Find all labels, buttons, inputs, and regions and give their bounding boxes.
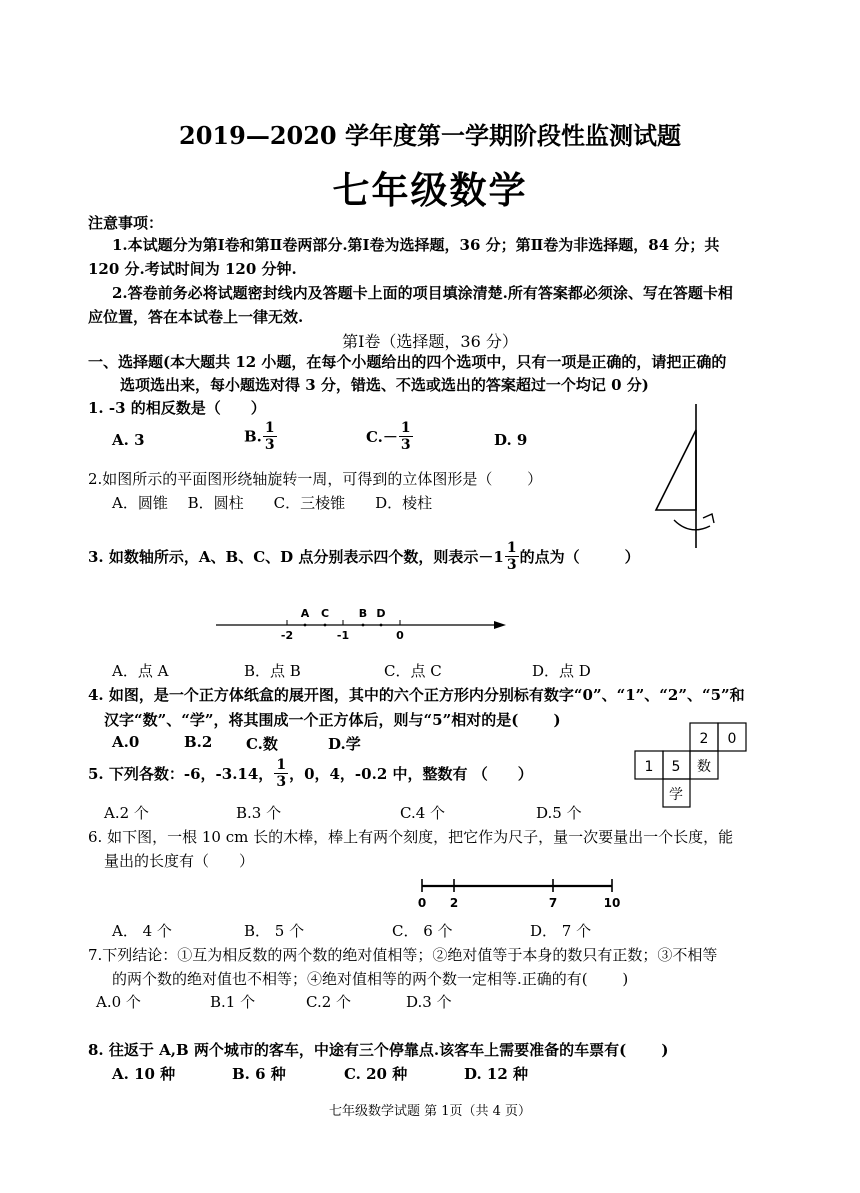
q2-rotation-arrow <box>674 520 710 530</box>
q3-frac-numerator: 1 <box>506 540 517 556</box>
q3-label-a: A <box>300 607 310 620</box>
q1-c-numerator: 1 <box>400 420 411 436</box>
q6-option-c: C． 6 个 <box>392 922 453 940</box>
notice-item2-line2: 应位置，答在本试卷上一律无效. <box>88 308 304 326</box>
q3-point-b <box>362 624 365 627</box>
q5-option-a: A.2 个 <box>104 804 149 822</box>
q5-frac-numerator: 1 <box>276 757 287 773</box>
q3-option-d: D．点 D <box>532 662 591 680</box>
q3-label-d: D <box>376 607 386 620</box>
exam-title: 2019—2020 学年度第一学期阶段性监测试题 <box>179 121 681 150</box>
section1-title: 第Ⅰ卷（选择题，36 分） <box>342 332 518 351</box>
q4-net-cell-2: 2 <box>699 731 709 747</box>
q1-c-denominator: 3 <box>400 437 411 453</box>
q5-option-b: B.3 个 <box>236 804 282 822</box>
notice-item2-line1: 2.答卷前务必将试题密封线内及答题卡上面的项目填涂清楚.所有答案都必须涂、写在答题卡相 <box>112 284 733 302</box>
q5-stem-pre: 5. 下列各数：-6，-3.14， <box>88 765 274 783</box>
q4-line2: 汉字“数”、“学”，将其围成一个正方体后，则与“5”相对的是( ) <box>104 711 561 729</box>
q1-b-denominator: 3 <box>264 437 275 453</box>
q7-line1: 7.下列结论：①互为相反数的两个数的绝对值相等；②绝对值等于本身的数只有正数；③不相等 <box>88 946 718 964</box>
q4-option-b: B.2 <box>184 733 213 751</box>
q3-label-c: C <box>320 607 330 620</box>
q1-option-c-label: C.－ <box>366 428 398 446</box>
q5-stem <box>88 757 533 790</box>
q3-number-line <box>210 600 510 642</box>
q5-option-d: D.5 个 <box>536 804 582 822</box>
notice-item1-line1: 1.本试题分为第Ⅰ卷和第Ⅱ卷两部分.第Ⅰ卷为选择题，36 分；第Ⅱ卷为非选择题，84 分；共 <box>112 236 720 254</box>
q4-option-a: A.0 <box>112 733 140 751</box>
q2-options: A．圆锥 B．圆柱 C．三棱锥 D．棱柱 <box>112 494 433 512</box>
notice-item1-line2: 120 分.考试时间为 120 分钟. <box>88 260 297 278</box>
q1-option-c-fraction <box>399 420 413 453</box>
q1-option-b <box>244 420 278 453</box>
q2-arrow-head <box>703 514 714 523</box>
q6-option-b: B． 5 个 <box>244 922 305 940</box>
q3-point-d <box>380 624 383 627</box>
q6-tick-label-0: 0 <box>417 896 427 910</box>
q1-option-b-fraction <box>263 420 277 453</box>
q6-line2: 量出的长度有（ ） <box>104 852 255 870</box>
q1-stem: 1. -3 的相反数是（ ） <box>88 399 266 417</box>
subject-title: 七年级数学 <box>332 169 528 212</box>
notice-heading: 注意事项： <box>88 214 164 232</box>
q4-option-c: C.数 <box>246 735 278 753</box>
q6-option-d: D． 7 个 <box>530 922 592 940</box>
q7-option-c: C.2 个 <box>306 993 352 1011</box>
page-footer: 七年级数学试题 第 1页（共 4 页） <box>328 1104 532 1119</box>
q1-b-numerator: 1 <box>264 420 275 436</box>
q2-triangle <box>656 430 696 510</box>
q7-line2: 的两个数的绝对值也不相等；④绝对值相等的两个数一定相等.正确的有( ) <box>112 970 629 988</box>
section1-intro-line1: 一、选择题(本大题共 12 小题，在每个小题给出的四个选项中，只有一项是正确的，请把正确的 <box>88 353 727 371</box>
q6-ruler <box>414 872 626 912</box>
q4-net-cell-shu: 数 <box>697 759 711 775</box>
q3-point-a <box>304 624 307 627</box>
q3-tick-label-minus1: -1 <box>336 629 350 642</box>
q2-figure <box>640 402 730 552</box>
q3-option-a: A．点 A <box>112 662 169 680</box>
q3-label-b: B <box>358 607 368 620</box>
q1-option-c <box>366 420 414 453</box>
q3-fraction <box>505 540 519 573</box>
q6-tick-label-2: 2 <box>449 896 459 910</box>
q1-option-b-label: B. <box>244 427 262 446</box>
q3-option-c: C．点 C <box>384 662 442 680</box>
q4-option-d: D.学 <box>328 735 361 753</box>
q8-option-d: D. 12 种 <box>464 1065 529 1083</box>
q6-line1: 6. 如下图，一根 10 cm 长的木棒，棒上有两个刻度，把它作为尺子，量一次要量出一个长度，能 <box>88 828 734 846</box>
section1-intro-line2: 选项选出来，每小题选对得 3 分，错选、不选或选出的答案超过一个均记 0 分) <box>120 376 649 394</box>
q3-stem-post: 的点为（ ） <box>519 548 640 566</box>
q8-stem: 8. 往返于 A,B 两个城市的客车，中途有三个停靠点.该客车上需要准备的车票有( ) <box>88 1041 669 1059</box>
q3-stem-pre: 3. 如数轴所示，A、B、C、D 点分别表示四个数，则表示－1 <box>88 548 504 566</box>
q4-net-cell-5: 5 <box>671 759 681 775</box>
q4-net-cell-xue: 学 <box>669 787 683 803</box>
q5-option-c: C.4 个 <box>400 804 446 822</box>
q2-stem: 2.如图所示的平面图形绕轴旋转一周，可得到的立体图形是（ ） <box>88 470 543 488</box>
q8-option-c: C. 20 种 <box>344 1065 408 1083</box>
q6-tick-label-10: 10 <box>603 896 621 910</box>
q7-option-a: A.0 个 <box>96 993 141 1011</box>
q3-point-c <box>324 624 327 627</box>
q5-frac-denominator: 3 <box>276 774 287 790</box>
q4-line1: 4. 如图，是一个正方体纸盒的展开图，其中的六个正方形内分别标有数字“0”、“1”、“2”、“5”和 <box>88 686 745 704</box>
q3-option-b: B．点 B <box>244 662 301 680</box>
q1-option-d: D. 9 <box>494 431 528 449</box>
q8-option-b: B. 6 种 <box>232 1065 286 1083</box>
q3-tick-label-minus2: -2 <box>280 629 294 642</box>
q4-net-cell-1: 1 <box>644 759 654 775</box>
q3-stem <box>88 540 640 573</box>
q7-option-b: B.1 个 <box>210 993 256 1011</box>
q4-cube-net <box>634 722 754 812</box>
q8-option-a: A. 10 种 <box>112 1065 176 1083</box>
q3-frac-denominator: 3 <box>506 557 517 573</box>
q7-option-d: D.3 个 <box>406 993 452 1011</box>
q4-net-cell-0: 0 <box>727 731 737 747</box>
q5-stem-post: ，0，4，-0.2 中，整数有 （ ） <box>289 765 533 783</box>
q6-tick-label-7: 7 <box>548 896 558 910</box>
q3-axis-arrow <box>494 621 506 629</box>
q3-tick-label-0: 0 <box>396 629 404 642</box>
q1-option-a: A. 3 <box>112 431 145 449</box>
q5-fraction <box>274 757 288 790</box>
q6-option-a: A． 4 个 <box>112 922 172 940</box>
